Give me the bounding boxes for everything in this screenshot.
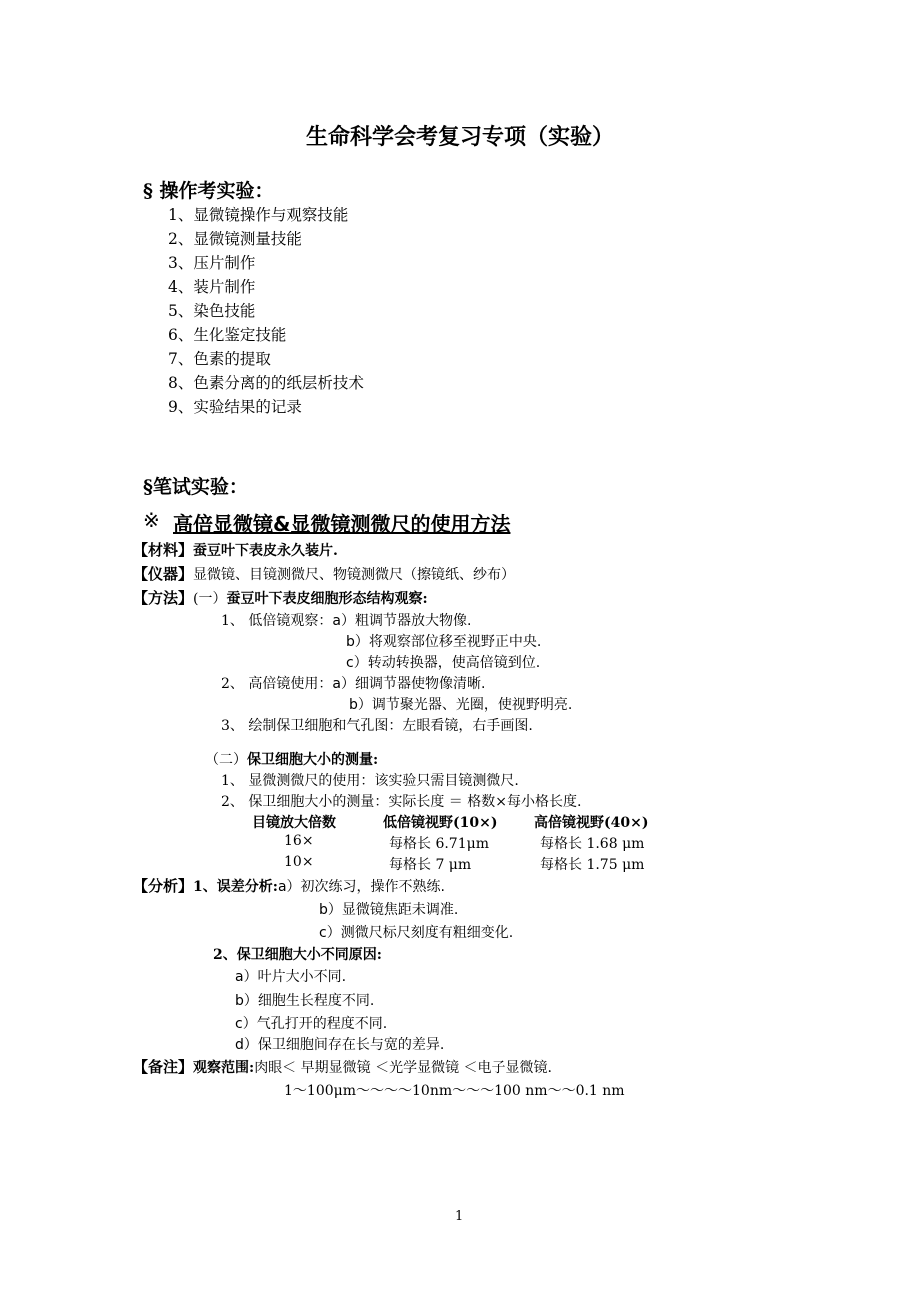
- list-item: 4、装片制作: [168, 278, 256, 296]
- list-item: 5、染色技能: [168, 302, 256, 320]
- table-header: 目镜放大倍数: [252, 815, 336, 831]
- method-row: [133, 587, 428, 608]
- instruments-text: 显微镜、目镜测微尺、物镜测微尺（擦镜纸、纱布）: [193, 567, 516, 583]
- method-part2: [205, 749, 378, 769]
- notes-row: [133, 1056, 552, 1077]
- high-step-b: b）调节聚光器、光圈，使视野明亮.: [349, 697, 573, 713]
- low-mag-label: 1、 低倍镜观察：: [221, 613, 333, 629]
- table-header: 高倍镜视野(40×): [534, 815, 649, 831]
- analysis-row: [133, 875, 445, 896]
- low-step-a: a）粗调节器放大物像.: [332, 613, 472, 629]
- list-item: 7、色素的提取: [168, 350, 271, 368]
- table-header: 低倍镜视野(10×): [383, 815, 498, 831]
- method-part1-title: 蚕豆叶下表皮细胞形态结构观察:: [226, 591, 428, 607]
- materials-row: [133, 539, 338, 560]
- reason-b: b）细胞生长程度不同.: [235, 993, 375, 1009]
- high-mag-label: 2、 高倍镜使用：: [221, 676, 333, 692]
- instruments-row: [133, 563, 515, 584]
- subtitle-mark: ※: [143, 508, 160, 532]
- method-tag: 【方法】: [133, 589, 194, 607]
- notes-text: 肉眼＜ 早期显微镜 ＜光学显微镜 ＜电子显微镜.: [254, 1060, 552, 1076]
- method-step-3: 3、 绘制保卫细胞和气孔图：左眼看镜，右手画图.: [221, 718, 533, 734]
- table-cell: 10×: [284, 854, 314, 870]
- page-number: 1: [455, 1209, 464, 1224]
- notes-label: 观察范围:: [193, 1060, 255, 1076]
- low-step-c: c）转动转换器，使高倍镜到位.: [346, 655, 541, 671]
- list-item: 2、显微镜测量技能: [168, 230, 302, 248]
- reason-d: d）保卫细胞间存在长与宽的差异.: [235, 1037, 445, 1053]
- table-cell: 每格长 1.75 μm: [540, 857, 645, 873]
- table-cell: 每格长 7 μm: [389, 857, 472, 873]
- list-item: 3、压片制作: [168, 254, 256, 272]
- section-subtitle: 高倍显微镜&显微镜测微尺的使用方法: [173, 512, 511, 536]
- list-item: 9、实验结果的记录: [168, 398, 302, 416]
- error-b: b）显微镜焦距未调准.: [319, 902, 459, 918]
- reason-label: 2、保卫细胞大小不同原因:: [213, 947, 382, 963]
- table-cell: 16×: [284, 833, 314, 849]
- method-part2-title: 保卫细胞大小的测量:: [247, 752, 379, 768]
- high-label: [221, 673, 485, 693]
- materials-tag: 【材料】: [133, 541, 194, 559]
- method-part1-prefix: (一）: [193, 591, 227, 607]
- list-item: 8、色素分离的的纸层析技术: [168, 374, 364, 392]
- high-step-a: a）细调节器使物像清晰.: [332, 676, 486, 692]
- page-title: 生命科学会考复习专项（实验）: [305, 124, 614, 150]
- error-label: 1、误差分析:: [193, 879, 278, 895]
- reason-c: c）气孔打开的程度不同.: [235, 1016, 388, 1032]
- error-a: a）初次练习，操作不熟练.: [277, 879, 445, 895]
- table-cell: 每格长 1.68 μm: [540, 836, 645, 852]
- error-c: c）测微尺标尺刻度有粗细变化.: [319, 925, 514, 941]
- method-part2-prefix: （二）: [205, 752, 247, 768]
- list-item: 6、生化鉴定技能: [168, 326, 287, 344]
- analysis-tag: 【分析】: [133, 877, 194, 895]
- materials-text: 蚕豆叶下表皮永久装片.: [193, 543, 338, 559]
- reason-a: a）叶片大小不同.: [235, 969, 347, 985]
- part2-step-1: 1、 显微测微尺的使用：该实验只需目镜测微尺.: [221, 773, 519, 789]
- notes-scale: 1～100μm～～～～10nm～～～100 nm～～0.1 nm: [284, 1083, 625, 1099]
- written-heading: §笔试实验：: [143, 476, 248, 498]
- low-step-b: b）将观察部位移至视野正中央.: [346, 634, 542, 650]
- operation-heading: § 操作考实验：: [143, 180, 274, 202]
- table-cell: 每格长 6.71μm: [389, 836, 489, 852]
- instruments-tag: 【仪器】: [133, 565, 194, 583]
- list-item: 1、显微镜操作与观察技能: [168, 206, 349, 224]
- low-label: [221, 610, 471, 630]
- part2-step-2: 2、 保卫细胞大小的测量：实际长度 ＝ 格数×每小格长度.: [221, 794, 582, 810]
- notes-tag: 【备注】: [133, 1058, 194, 1076]
